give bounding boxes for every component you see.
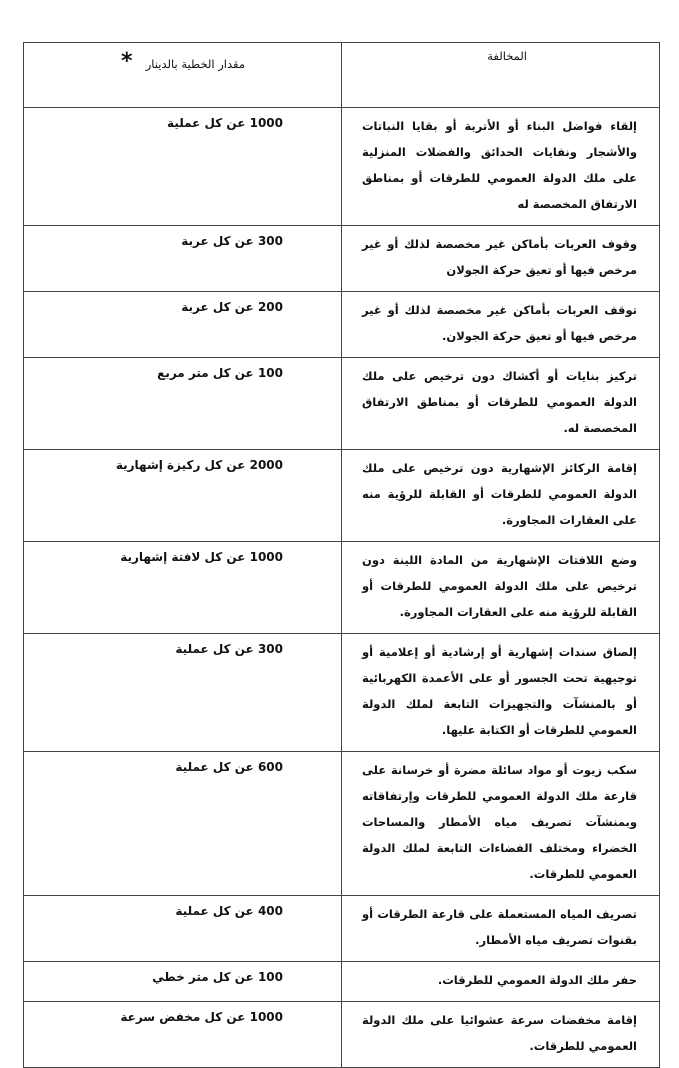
fine-cell: 400 عن كل عملية xyxy=(24,896,342,962)
fine-cell: 300 عن كل عملية xyxy=(24,634,342,752)
offense-cell: توقف العربات بأماكن غير مخصصة لذلك أو غير مرخص فيها أو تعيق حركة الجولان. xyxy=(342,292,660,358)
table-row xyxy=(24,450,660,542)
offense-cell: حفر ملك الدولة العمومي للطرقات. xyxy=(342,962,660,1002)
offense-cell: إقامة مخفضات سرعة عشوائيا على ملك الدولة العمومي للطرقات. xyxy=(342,1002,660,1068)
table-row xyxy=(24,358,660,450)
fine-cell: 300 عن كل عربة xyxy=(24,226,342,292)
table-header-row xyxy=(24,43,660,108)
fine-cell: 100 عن كل متر مربع xyxy=(24,358,342,450)
offense-cell: إلصاق سندات إشهارية أو إرشادية أو إعلامية أو توجيهية تحت الجسور أو على الأعمدة الكهربائية أو بالمنشآت والتجهيزات التابعة لملك الدولة العمومي للطرقات أو الكتابة عليها. xyxy=(342,634,660,752)
table-row xyxy=(24,1002,660,1068)
offense-column-header-label: المخالفة xyxy=(487,49,527,63)
offense-cell: إلقاء فواضل البناء أو الأتربة أو بقايا النباتات والأشجار ونفايات الحدائق والفضلات المنزلية على ملك الدولة العمومي للطرقات أو بمناطق الارتفاق المخصصة له xyxy=(342,108,660,226)
table-row xyxy=(24,896,660,962)
fine-cell: 1000 عن كل مخفض سرعة xyxy=(24,1002,342,1068)
table-row xyxy=(24,542,660,634)
fine-cell: 1000 عن كل عملية xyxy=(24,108,342,226)
fine-column-header xyxy=(24,43,342,108)
fines-table xyxy=(23,42,660,1068)
offense-cell: إقامة الركائز الإشهارية دون ترخيص على ملك الدولة العمومي للطرقات أو القابلة للرؤية منه على العقارات المجاورة. xyxy=(342,450,660,542)
offense-cell: تصريف المياه المستعملة على قارعة الطرقات أو بقنوات تصريف مياه الأمطار. xyxy=(342,896,660,962)
table-row xyxy=(24,292,660,358)
table-row xyxy=(24,962,660,1002)
offense-cell: وقوف العربات بأماكن غير مخصصة لذلك أو غير مرخص فيها أو تعيق حركة الجولان xyxy=(342,226,660,292)
table-row xyxy=(24,752,660,896)
fine-cell: 2000 عن كل ركيزة إشهارية xyxy=(24,450,342,542)
offense-cell: سكب زيوت أو مواد سائلة مضرة أو خرسانة على قارعة ملك الدولة العمومي للطرقات وإرتفاقاته وبمنشآت تصريف مياه الأمطار والمساحات الخضراء ومختلف الفضاءات التابعة لملك الدولة العمومي للطرقات. xyxy=(342,752,660,896)
table-row xyxy=(24,226,660,292)
fine-cell: 600 عن كل عملية xyxy=(24,752,342,896)
table-row xyxy=(24,634,660,752)
fine-cell: 200 عن كل عربة xyxy=(24,292,342,358)
offense-cell: تركيز بنايات أو أكشاك دون ترخيص على ملك الدولة العمومي للطرقات أو بمناطق الارتفاق المخصصة له. xyxy=(342,358,660,450)
asterisk-mark: * xyxy=(121,49,133,74)
fine-cell: 1000 عن كل لافتة إشهارية xyxy=(24,542,342,634)
offense-column-header xyxy=(342,43,660,108)
fine-cell: 100 عن كل متر خطي xyxy=(24,962,342,1002)
fine-column-header-label: مقدار الخطية بالدينار xyxy=(145,57,245,71)
table-row xyxy=(24,108,660,226)
offense-cell: وضع اللافتات الإشهارية من المادة اللينة دون ترخيص على ملك الدولة العمومي للطرقات أو القابلة للرؤية منه على العقارات المجاورة. xyxy=(342,542,660,634)
